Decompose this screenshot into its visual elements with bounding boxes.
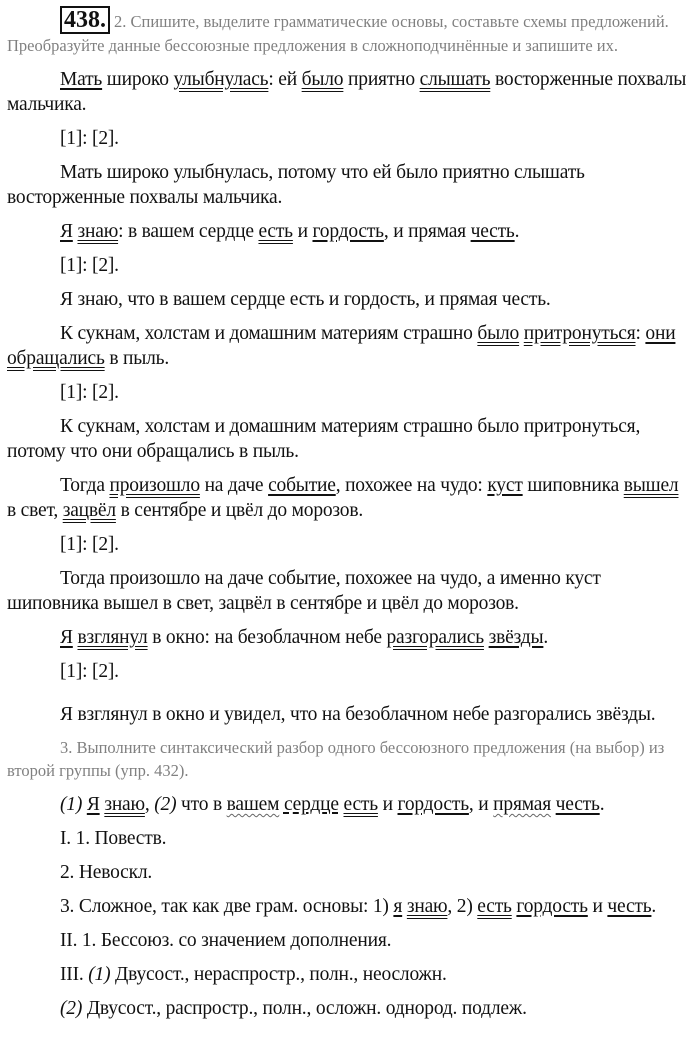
subject-word: гордость <box>312 221 384 242</box>
text-segment: в сентябре и цвёл до морозов. <box>115 500 364 521</box>
predicate-word: было <box>477 323 520 344</box>
text-segment: . <box>599 794 605 815</box>
subject-word: честь <box>607 896 652 917</box>
subject-word: честь <box>470 221 515 242</box>
text-segment: восторженные похвалы мальчика. <box>7 69 687 115</box>
text-segment: Тогда <box>60 475 110 496</box>
text-segment: Я знаю, что в вашем сердце есть и гордость, и прямая честь. <box>60 289 551 310</box>
text-segment: [1]: [2]. <box>60 382 119 403</box>
answer-paragraph <box>7 659 692 684</box>
predicate-word: есть <box>477 896 512 917</box>
answer-paragraph <box>7 473 692 523</box>
subject-word: Я <box>60 627 73 648</box>
predicate-word: знаю <box>406 896 448 917</box>
answer-paragraphs <box>7 67 692 727</box>
predicate-word: есть <box>343 794 378 815</box>
analysis-line <box>7 894 692 919</box>
text-segment: 2. Невоскл. <box>60 862 153 883</box>
answer-paragraph <box>7 566 692 616</box>
text-segment: [1]: [2]. <box>60 534 119 555</box>
text-segment: Двусост., нераспростр., полн., неосложн. <box>110 964 447 985</box>
answer-paragraph <box>7 287 692 312</box>
text-segment: , и прямая <box>383 221 471 242</box>
predicate-word: слышать <box>419 69 491 90</box>
text-segment: [1]: [2]. <box>60 661 119 682</box>
part-label: (1) <box>88 964 111 985</box>
subject-word: честь <box>555 794 600 815</box>
answer-paragraph <box>7 321 692 371</box>
text-segment: Тогда произошло на даче событие, похожее на чудо, а именно куст шиповника вышел в свет, зацвёл в сентябре и цвёл до морозов. <box>7 568 601 614</box>
task-2-text: 2. Спишите, выделите грамматические основы, составьте схемы предложений. Преобразуйте данные бессоюзные предложения в сложноподчинённые и запишите их. <box>7 12 669 55</box>
text-segment: в свет, <box>7 500 63 521</box>
text-segment: Двусост., распростр., полн., осложн. однород. подлеж. <box>82 998 527 1019</box>
text-segment: в окно: на безоблачном небе <box>147 627 387 648</box>
part-label: (2) <box>60 998 83 1019</box>
text-segment: широко <box>102 69 174 90</box>
text-segment: , похожее на чудо: <box>335 475 488 496</box>
answer-paragraph <box>7 126 692 151</box>
text-segment: Мать широко улыбнулась, потому что ей было приятно слышать восторженные похвалы мальчика. <box>7 162 585 208</box>
text-segment: что в <box>176 794 227 815</box>
text-segment: , 2) <box>447 896 478 917</box>
text-segment: , и <box>468 794 494 815</box>
subject-word: Я <box>86 794 100 815</box>
predicate-word: есть <box>258 221 293 242</box>
attribute-word: прямая <box>493 794 551 815</box>
answer-paragraph <box>7 380 692 405</box>
task-3-instruction: 3. Выполните синтаксический разбор одного бессоюзного предложения (на выбор) из второй группы (упр. 432). <box>7 738 665 780</box>
predicate-word: зацвёл <box>62 500 116 521</box>
analysis-line <box>7 996 692 1021</box>
predicate-word: было <box>301 69 344 90</box>
subject-word: куст <box>487 475 523 496</box>
analysis-line <box>7 860 692 885</box>
answer-paragraph <box>7 414 692 464</box>
subject-word: событие <box>268 475 336 496</box>
answer-paragraph <box>7 160 692 210</box>
text-segment: Я взглянул в окно и увидел, что на безоблачном небе разгорались звёзды. <box>60 704 656 725</box>
subject-word: я <box>393 896 403 917</box>
answer-paragraph <box>7 625 692 650</box>
predicate-word: взглянул <box>77 627 148 648</box>
text-segment: и <box>587 896 608 917</box>
task-2-instruction <box>7 6 692 57</box>
subject-word: гордость <box>516 896 588 917</box>
predicate-word: обращались <box>7 348 105 369</box>
subject-word: они <box>645 323 676 344</box>
answer-paragraph <box>7 532 692 557</box>
answer-paragraph <box>7 67 692 117</box>
analysis-line <box>7 792 692 817</box>
answer-paragraph <box>7 253 692 278</box>
analysis-line <box>7 928 692 953</box>
predicate-word: улыбнулась <box>173 69 269 90</box>
text-segment: [1]: [2]. <box>60 128 119 149</box>
text-segment: К сукнам, холстам и домашним материям страшно было притронуться, потому что они обращались в пыль. <box>7 416 641 462</box>
subject-word: гордость <box>397 794 469 815</box>
subject-word: Я <box>60 221 73 242</box>
predicate-word: знаю <box>104 794 145 815</box>
answer-paragraph <box>7 702 692 727</box>
analysis-line <box>7 962 692 987</box>
subject-word: звёзды <box>488 627 544 648</box>
text-segment: III. <box>60 964 89 985</box>
predicate-word: произошло <box>109 475 200 496</box>
exercise-number: 438. <box>60 6 110 34</box>
text-segment: , <box>144 794 155 815</box>
text-segment: в пыль. <box>104 348 170 369</box>
analysis-line <box>7 826 692 851</box>
predicate-word: вышел <box>623 475 679 496</box>
circumstance-word: сердце <box>283 794 339 815</box>
text-segment: [1]: [2]. <box>60 255 119 276</box>
text-segment: и <box>292 221 313 242</box>
text-segment: . <box>543 627 549 648</box>
text-segment: К сукнам, холстам и домашним материям страшно <box>60 323 478 344</box>
predicate-word: знаю <box>77 221 119 242</box>
predicate-word: разгорались <box>386 627 484 648</box>
part-label: (2) <box>154 794 177 815</box>
text-segment: приятно <box>343 69 420 90</box>
text-segment: II. 1. Бессоюз. со значением дополнения. <box>60 930 392 951</box>
text-segment: : в вашем сердце <box>118 221 259 242</box>
part-label: (1) <box>60 794 87 815</box>
text-segment: : <box>635 323 646 344</box>
text-segment: . <box>651 896 657 917</box>
subject-word: Мать <box>60 69 103 90</box>
text-segment: : ей <box>268 69 302 90</box>
syntax-analysis <box>7 792 692 1021</box>
text-segment: на даче <box>199 475 269 496</box>
text-segment: I. 1. Повеств. <box>60 828 167 849</box>
answer-paragraph <box>7 219 692 244</box>
text-segment: . <box>514 221 520 242</box>
attribute-word: вашем <box>226 794 280 815</box>
text-segment: 3. Сложное, так как две грам. основы: 1) <box>60 896 394 917</box>
predicate-word: притронуться <box>523 323 636 344</box>
text-segment: и <box>377 794 398 815</box>
text-segment: шиповника <box>522 475 624 496</box>
